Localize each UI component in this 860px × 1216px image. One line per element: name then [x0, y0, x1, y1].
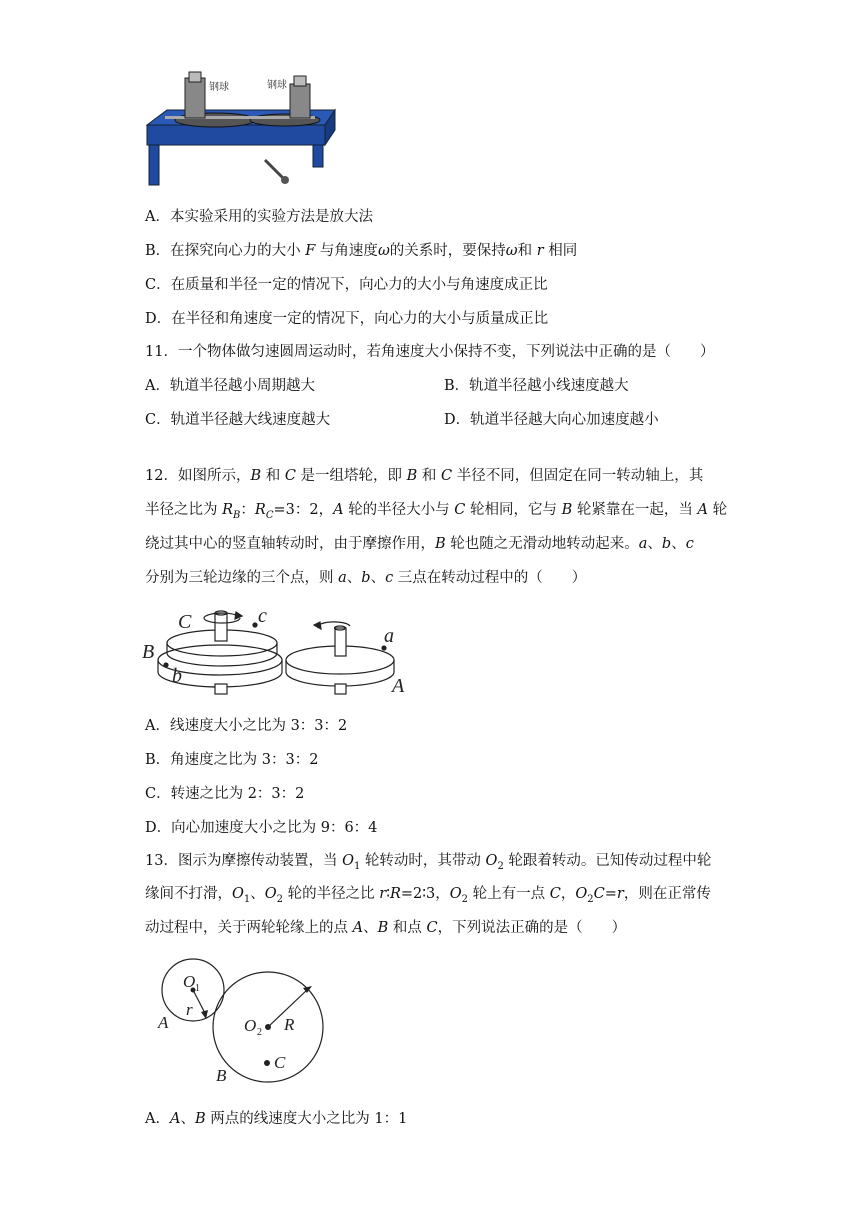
- label-C: C: [178, 611, 192, 633]
- label-C: C: [274, 1053, 286, 1072]
- q12-stem-line-2: 半径之比为 $R_B$：$R_C=3$：2，A 轮的半径大小与 C 轮相同，它与 B 轮紧靠在一起，当 A 轮: [145, 502, 728, 521]
- q11-stem: 11．一个物体做匀速圆周运动时，若角速度大小保持不变，下列说法中正确的是（ ）: [145, 344, 715, 360]
- q10-option-c: C．在质量和半径一定的情况下，向心力的大小与角速度成正比: [145, 277, 548, 293]
- label-A: A: [392, 675, 405, 697]
- label-A: A: [158, 1013, 169, 1032]
- q11-option-c: C．轨道半径越大线速度越大: [145, 412, 331, 428]
- q12-option-c: C．转速之比为 2：3：2: [145, 786, 305, 802]
- label-O2-sub: 2: [257, 1027, 262, 1038]
- friction-drive-figure: [150, 955, 330, 1090]
- q12-option-b: B．角速度之比为 3：3：2: [145, 752, 319, 768]
- q13-stem-line-3: 动过程中，关于两轮轮缘上的点 A、B 和点 C，下列说法正确的是（ ）: [145, 920, 627, 936]
- label-B: B: [216, 1066, 227, 1085]
- label-B: B: [142, 641, 155, 663]
- q11-option-d: D．轨道半径越大向心加速度越小: [444, 412, 659, 428]
- label-c: c: [258, 605, 267, 627]
- label-r: r: [186, 1000, 193, 1019]
- q10-option-a: A．本实验采用的实验方法是放大法: [145, 209, 373, 225]
- steel-ball-label-left: 钢球: [209, 82, 229, 93]
- q13-option-a: A．A、B 两点的线速度大小之比为 1：1: [145, 1111, 408, 1127]
- q12-stem-line-1: 12．如图所示，B 和 C 是一组塔轮，即 B 和 C 半径不同，但固定在同一转动轴上，其: [145, 468, 704, 484]
- centripetal-apparatus-figure: [145, 70, 340, 195]
- q10-option-d: D．在半径和角速度一定的情况下，向心力的大小与质量成正比: [145, 311, 549, 327]
- label-O1: O: [183, 972, 196, 991]
- q12-stem-line-4: 分别为三轮边缘的三个点，则 a、b、c 三点在转动过程中的（ ）: [145, 570, 587, 586]
- q13-stem-line-1: 13．图示为摩擦传动装置，当 $O_1$ 轮转动时，其带动 $O_2$ 轮跟着转动。已知传动过程中轮: [145, 853, 712, 872]
- label-a: a: [384, 625, 394, 647]
- pagoda-wheels-figure: [140, 598, 415, 703]
- label-O2: O: [244, 1016, 257, 1035]
- steel-ball-label-right: 钢球: [267, 80, 287, 91]
- q12-option-d: D．向心加速度大小之比为 9：6：4: [145, 820, 378, 836]
- q12-option-a: A．线速度大小之比为 3：3：2: [145, 718, 348, 734]
- label-b: b: [172, 665, 182, 687]
- label-O1-sub: 1: [195, 983, 200, 994]
- q12-stem-line-3: 绕过其中心的竖直轴转动时，由于摩擦作用，B 轮也随之无滑动地转动起来。a、b、c: [145, 536, 694, 552]
- q11-option-b: B．轨道半径越小线速度越大: [444, 378, 629, 394]
- label-R: R: [284, 1015, 295, 1034]
- q13-stem-line-2: 缘间不打滑，$O_1$、$O_2$ 轮的半径之比 r∶R=2∶3，$O_2$ 轮上有一点 C，$O_2C=r$，则在正常传: [145, 886, 711, 905]
- q10-option-b: B．在探究向心力的大小 F 与角速度ω的关系时，要保持ω和 r 相同: [145, 243, 578, 259]
- q11-option-a: A．轨道半径越小周期越大: [145, 378, 315, 394]
